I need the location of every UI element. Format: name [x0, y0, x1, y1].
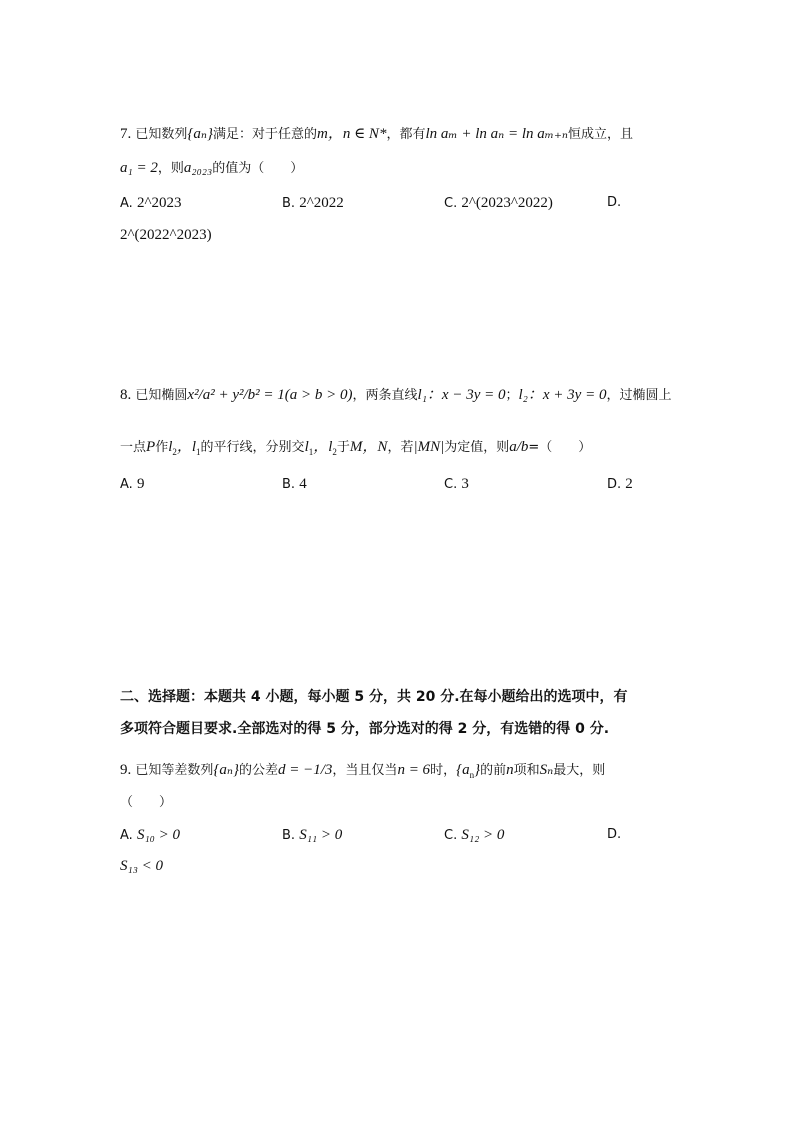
- q9-number: 9.: [120, 762, 132, 778]
- q8-line-l2: l₂：x + 3y = 0: [518, 387, 607, 403]
- q9-option-d[interactable]: D.: [607, 827, 622, 842]
- q7-number: 7.: [120, 126, 132, 142]
- q8-number: 8.: [120, 387, 132, 403]
- q9-stem-line1: 9. 已知等差数列{aₙ}的公差d = −1/3，当且仅当n = 6时，$\{a_n\}$的前n项和Sₙ最大，则: [120, 762, 606, 780]
- q8-option-d-value: 2: [625, 476, 633, 492]
- q9-sequence: {aₙ}: [213, 762, 239, 778]
- q8-stem-line1: 8. 已知椭圆x²/a² + y²/b² = 1(a > b > 0)，两条直线l₁：x − 3y = 0；l₂：x + 3y = 0，过椭圆上: [120, 387, 672, 403]
- q8-option-b-value: 4: [299, 476, 307, 492]
- q8-option-d[interactable]: D. 2: [607, 476, 633, 492]
- q7-target-term: a₂₀₂₃: [183, 160, 213, 176]
- section2-instructions-line1: 二、选择题：本题共 4 小题，每小题 5 分，共 20 分.在每小题给出的选项中，有: [120, 689, 628, 705]
- q7-option-d-value: 2^(2022^2023): [120, 227, 212, 243]
- q8-ellipse-equation: x²/a² + y²/b² = 1(a > b > 0): [187, 387, 353, 403]
- q7-option-a-value: 2^2023: [136, 195, 182, 211]
- q7-log-equation: ln aₘ + ln aₙ = ln aₘ₊ₙ: [425, 126, 568, 142]
- q8-ratio: a/b: [509, 439, 529, 455]
- q8-option-c-value: 3: [461, 476, 469, 492]
- q9-n: n: [506, 762, 514, 778]
- q9-common-difference: d = −1/3: [278, 762, 333, 778]
- q8-option-b[interactable]: B. 4: [282, 476, 307, 492]
- q7-option-d[interactable]: D.: [607, 195, 622, 210]
- q7-stem-line1: 7. 已知数列{aₙ}满足：对于任意的m，n ∈ N*，都有ln aₘ + ln aₙ = ln aₘ₊ₙ恒成立，且: [120, 126, 633, 142]
- q9-option-a[interactable]: A. S₁₀ > 0: [120, 827, 180, 843]
- q9-option-a-value: S₁₀ > 0: [136, 827, 180, 843]
- q9-sum-sn: Sₙ: [539, 762, 554, 778]
- q7-initial-condition: a₁ = 2: [120, 160, 158, 176]
- q9-option-d-value: S₁₃ < 0: [120, 858, 164, 874]
- q9-option-c-value: S₁₂ > 0: [461, 827, 505, 843]
- q8-option-a[interactable]: A. 9: [120, 476, 145, 492]
- q7-vars: m，n ∈ N*: [317, 126, 387, 142]
- q9-option-d-value-line: [120, 856, 163, 877]
- q8-option-a-value: 9: [136, 476, 145, 492]
- q9-option-c[interactable]: C. S₁₂ > 0: [444, 827, 505, 843]
- q8-line-l1: l₁：x − 3y = 0: [417, 387, 506, 403]
- q8-abs-mn: |MN|: [413, 439, 445, 455]
- q9-n-equals-6: n = 6: [397, 762, 431, 778]
- q9-answer-paren: （ ）: [120, 795, 173, 810]
- section2-instructions-line2: 多项符合题目要求.全部选对的得 5 分，部分选对的得 2 分，有选错的得 0 分.: [120, 721, 610, 737]
- q7-option-c-value: 2^(2023^2022): [461, 195, 553, 211]
- q9-option-b[interactable]: B. S₁₁ > 0: [282, 827, 343, 843]
- q7-option-b[interactable]: B. 2^2022: [282, 195, 344, 211]
- q8-point-p: P: [146, 439, 156, 455]
- q7-option-d-value-line: [120, 225, 212, 246]
- q7-option-a[interactable]: A. 2^2023: [120, 195, 182, 211]
- q7-option-c[interactable]: C. 2^(2023^2022): [444, 195, 553, 211]
- q9-option-b-value: S₁₁ > 0: [299, 827, 343, 843]
- q8-option-c[interactable]: C. 3: [444, 476, 469, 492]
- q7-sequence: {aₙ}: [187, 126, 213, 142]
- q7-option-b-value: 2^2022: [299, 195, 344, 211]
- q7-stem-line2: a₁ = 2，则a₂₀₂₃的值为（ ）: [120, 160, 304, 176]
- q9-stem-line2: [120, 793, 172, 813]
- q8-points-mn: M，N: [349, 439, 388, 455]
- q8-stem-line2: 一点P作$l_2$，$l_1$的平行线，分别交$l_1$，$l_2$于M，N，若|MN|为定值，则a/b=（ ）: [120, 439, 592, 457]
